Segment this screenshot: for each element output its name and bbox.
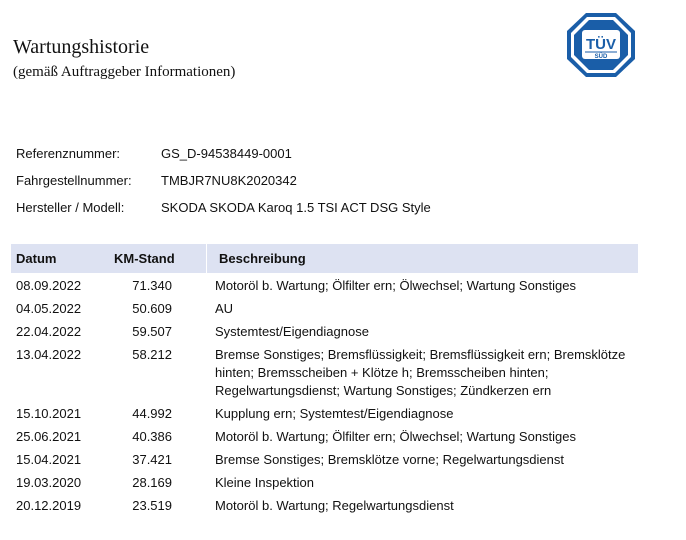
model-label: Hersteller / Modell:: [16, 200, 125, 215]
row-date: 19.03.2020: [16, 475, 82, 490]
logo-text-bottom: SÜD: [594, 54, 608, 60]
row-date: 08.09.2022: [16, 278, 82, 293]
page-subtitle: (gemäß Auftraggeber Informationen): [13, 64, 236, 80]
row-description: Motoröl b. Wartung; Ölfilter ern; Ölwechsel; Wartung Sonstiges: [215, 278, 577, 293]
table-row: [11, 493, 638, 516]
header-date: Datum: [16, 251, 57, 266]
table-row: [11, 342, 638, 401]
row-date: 15.04.2021: [16, 452, 82, 467]
row-date: 15.10.2021: [16, 406, 82, 421]
row-date: 25.06.2021: [16, 429, 82, 444]
row-km: 44.992: [132, 406, 172, 421]
header-description: Beschreibung: [219, 250, 306, 266]
table-row: [11, 401, 638, 424]
row-km: 23.519: [132, 498, 172, 513]
row-km: 50.609: [132, 301, 172, 316]
row-km: 59.507: [132, 324, 172, 339]
row-km: 37.421: [132, 452, 172, 467]
row-date: 20.12.2019: [16, 498, 82, 513]
logo-text-top: TÜV: [586, 36, 616, 53]
row-km: 28.169: [132, 475, 172, 490]
vehicle-info-row: [16, 140, 431, 167]
reference-label: Referenznummer:: [16, 146, 121, 161]
row-description: AU: [215, 301, 234, 316]
page-title: Wartungshistorie: [13, 36, 150, 58]
reference-value: GS_D-94538449-0001: [161, 146, 292, 161]
row-description: Motoröl b. Wartung; Ölfilter ern; Ölwechsel; Wartung Sonstiges: [215, 429, 577, 444]
tuv-sud-logo: [566, 12, 636, 78]
table-row: [11, 273, 638, 296]
row-description: Kupplung ern; Systemtest/Eigendiagnose: [215, 406, 454, 421]
table-row: [11, 424, 638, 447]
table-row: [11, 296, 638, 319]
table-header: [11, 244, 638, 273]
row-km: 71.340: [132, 278, 172, 293]
vin-value: TMBJR7NU8K2020342: [161, 173, 297, 188]
row-description: Motoröl b. Wartung; Regelwartungsdienst: [215, 498, 454, 513]
row-description: Kleine Inspektion: [215, 475, 315, 490]
row-km: 58.212: [132, 347, 172, 362]
vehicle-info: [16, 140, 431, 221]
row-date: 04.05.2022: [16, 301, 82, 316]
vehicle-info-row: [16, 167, 431, 194]
row-description: Systemtest/Eigendiagnose: [215, 324, 369, 339]
table-row: [11, 470, 638, 493]
row-description: Bremse Sonstiges; Bremsflüssigkeit; Bremsflüssigkeit ern; Bremsklötze hinten; Bremsscheiben + Klötze h; Bremsscheiben hinten; Regelwartungsdienst; Wartung Sonstiges; Zündkerzen ern: [215, 347, 626, 398]
table-row: [11, 447, 638, 470]
row-date: 13.04.2022: [16, 347, 82, 362]
row-description: Bremse Sonstiges; Bremsklötze vorne; Regelwartungsdienst: [215, 452, 564, 467]
header-km: KM-Stand: [114, 251, 175, 266]
row-date: 22.04.2022: [16, 324, 82, 339]
maintenance-table: [11, 244, 638, 516]
vin-label: Fahrgestellnummer:: [16, 173, 132, 188]
table-body: [11, 273, 638, 516]
table-row: [11, 319, 638, 342]
row-km: 40.386: [132, 429, 172, 444]
model-value: SKODA SKODA Karoq 1.5 TSI ACT DSG Style: [161, 200, 431, 215]
vehicle-info-row: [16, 194, 431, 221]
